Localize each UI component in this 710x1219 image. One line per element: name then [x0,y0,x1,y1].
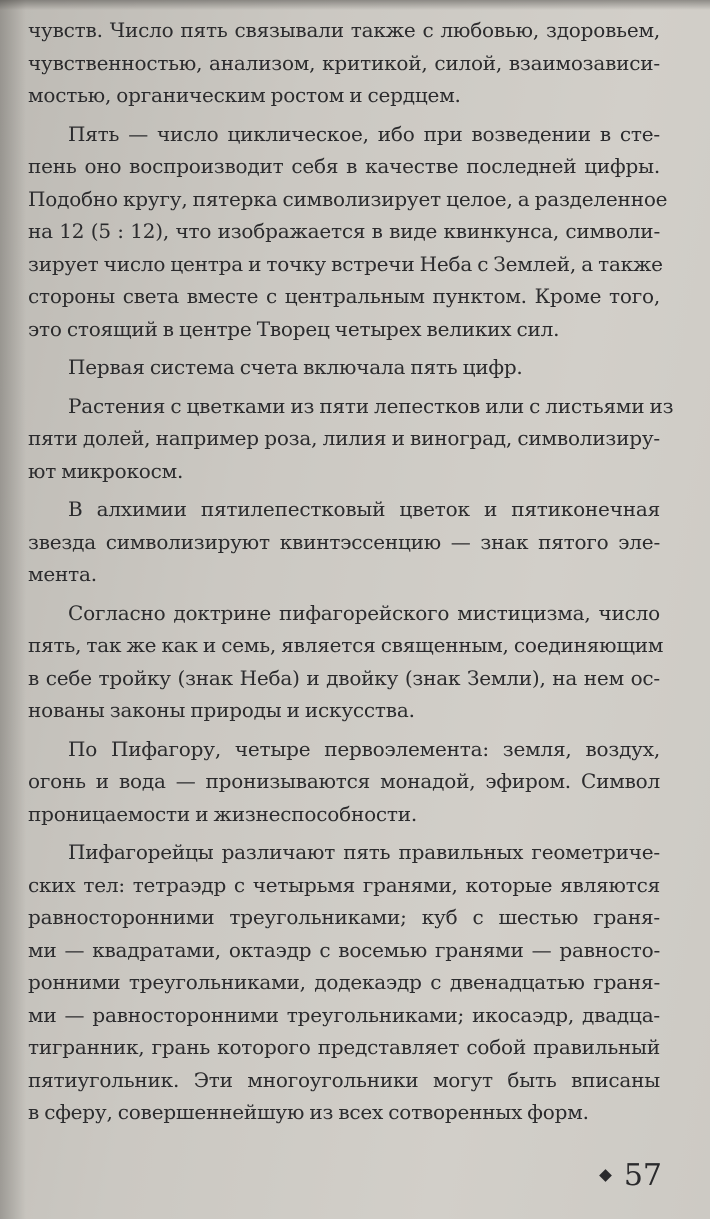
page-top-edge [0,0,710,10]
text-line: Первая система счета включала пять цифр. [68,355,523,379]
page-footer [601,1158,662,1193]
diamond-bullet-icon [599,1169,612,1182]
page-gutter-shadow [0,0,26,1219]
text-line: В алхимии пятилепестковый цветок и пятиконечная [68,497,660,521]
paragraph [28,836,660,1129]
text-line: чувственностью, анализом, критикой, силой, взаимозависи- [28,50,660,75]
text-line: Растения с цветками из пяти лепестков или с листьями из [68,393,674,418]
text-line: это стоящий в центре Творец четырех великих сил. [28,316,560,341]
text-line: ронними треугольниками, додекаэдр с двенадцатью граня- [28,970,660,994]
text-line: тигранник, грань которого представляет собой правильный [28,1035,660,1059]
paragraph [28,597,664,727]
text-line: пень оно воспроизводит себя в качестве последней цифры. [28,154,660,178]
page-number: 57 [623,1158,662,1193]
text-line: ют микрокосм. [28,458,184,483]
text-line: пятиугольник. Эти многоугольники могут быть вписаны [28,1067,660,1092]
text-line: чувств. Число пять связывали также с любовью, здоровьем, [28,18,660,42]
text-line: мостью, органическим ростом и сердцем. [28,83,461,107]
text-line: По Пифагору, четыре первоэлемента: земля, воздух, [68,736,660,761]
text-line: ских тел: тетраэдр с четырьмя гранями, которые являются [28,872,660,897]
paragraph [28,493,660,591]
text-line: мента. [28,562,97,586]
text-line: в сферу, совершеннейшую из всех сотворенных форм. [28,1100,589,1124]
paragraph [28,733,660,831]
text-line: Пифагорейцы различают пять правильных геометриче- [68,840,660,864]
text-line: Пять — число циклическое, ибо при возведении в сте- [68,121,660,146]
text-line: проницаемости и жизнеспособности. [28,801,418,826]
text-line: нованы законы природы и искусства. [28,698,415,722]
paragraph [28,390,674,488]
text-line: зирует число центра и точку встречи Неба с Землей, а также [28,251,663,276]
text-line: стороны света вместе с центральным пунктом. Кроме того, [28,284,660,308]
text-line: равносторонними треугольниками; куб с шестью граня- [28,905,660,929]
text-line: ми — квадратами, октаэдр с восемью гранями — равносто- [28,937,660,962]
text-line: пять, так же как и семь, является священным, соединяющим [28,633,664,657]
paragraph [28,14,660,112]
text-line: огонь и вода — пронизываются монадой, эфиром. Символ [28,769,660,793]
body-text [28,14,674,1129]
text-line: на 12 (5 : 12), что изображается в виде квинкунса, символи- [28,219,660,243]
text-line: в себе тройку (знак Неба) и двойку (знак Земли), на нем ос- [28,665,660,690]
paragraph [28,351,660,384]
text-line: ми — равносторонними треугольниками; икосаэдр, двадца- [28,1002,660,1027]
text-line: звезда символизируют квинтэссенцию — знак пятого эле- [28,529,660,554]
paragraph [28,118,668,346]
text-line: Согласно доктрине пифагорейского мистицизма, число [68,600,660,625]
text-line: пяти долей, например роза, лилия и виноград, символизиру- [28,426,660,450]
text-line: Подобно кругу, пятерка символизирует целое, а разделенное [28,186,668,211]
